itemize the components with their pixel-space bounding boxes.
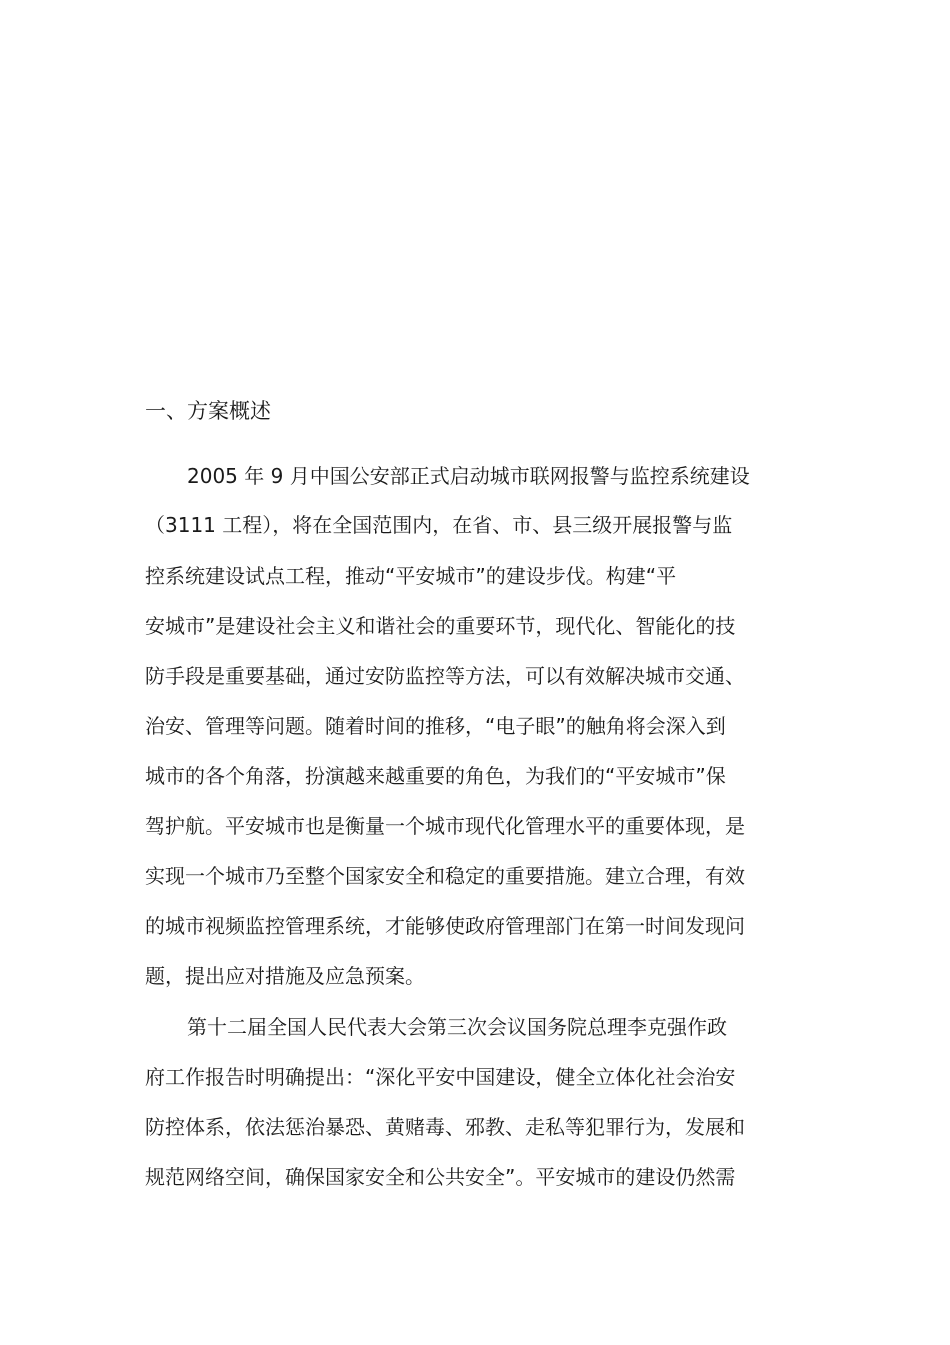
paragraph-line: 规范网络空间，确保国家安全和公共安全”。平安城市的建设仍然需 xyxy=(145,1165,736,1189)
paragraph-line: 治安、管理等问题。随着时间的推移，“电子眼”的触角将会深入到 xyxy=(145,714,726,738)
paragraph-line: 防控体系，依法惩治暴恐、黄赌毒、邪教、走私等犯罪行为，发展和 xyxy=(145,1115,745,1139)
paragraph-line: 控系统建设试点工程，推动“平安城市”的建设步伐。构建“平 xyxy=(145,564,677,588)
paragraph-line: 题，提出应对措施及应急预案。 xyxy=(145,964,425,988)
paragraph-line: 第十二届全国人民代表大会第三次会议国务院总理李克强作政 xyxy=(187,1015,727,1039)
paragraph-line: 2005 年 9 月中国公安部正式启动城市联网报警与监控系统建设 xyxy=(187,464,750,488)
paragraph-line: 城市的各个角落，扮演越来越重要的角色，为我们的“平安城市”保 xyxy=(145,764,726,788)
paragraph-line: 府工作报告时明确提出：“深化平安中国建设，健全立体化社会治安 xyxy=(145,1065,736,1089)
paragraph-line: （3111 工程），将在全国范围内，在省、市、县三级开展报警与监 xyxy=(145,513,733,537)
paragraph-line: 防手段是重要基础，通过安防监控等方法，可以有效解决城市交通、 xyxy=(145,664,745,688)
section-heading: 一、方案概述 xyxy=(145,399,271,423)
paragraph-line: 驾护航。平安城市也是衡量一个城市现代化管理水平的重要体现，是 xyxy=(145,814,745,838)
paragraph-line: 的城市视频监控管理系统，才能够使政府管理部门在第一时间发现问 xyxy=(145,914,745,938)
paragraph-line: 实现一个城市乃至整个国家安全和稳定的重要措施。建立合理，有效 xyxy=(145,864,745,888)
paragraph-line: 安城市”是建设社会主义和谐社会的重要环节，现代化、智能化的技 xyxy=(145,614,736,638)
